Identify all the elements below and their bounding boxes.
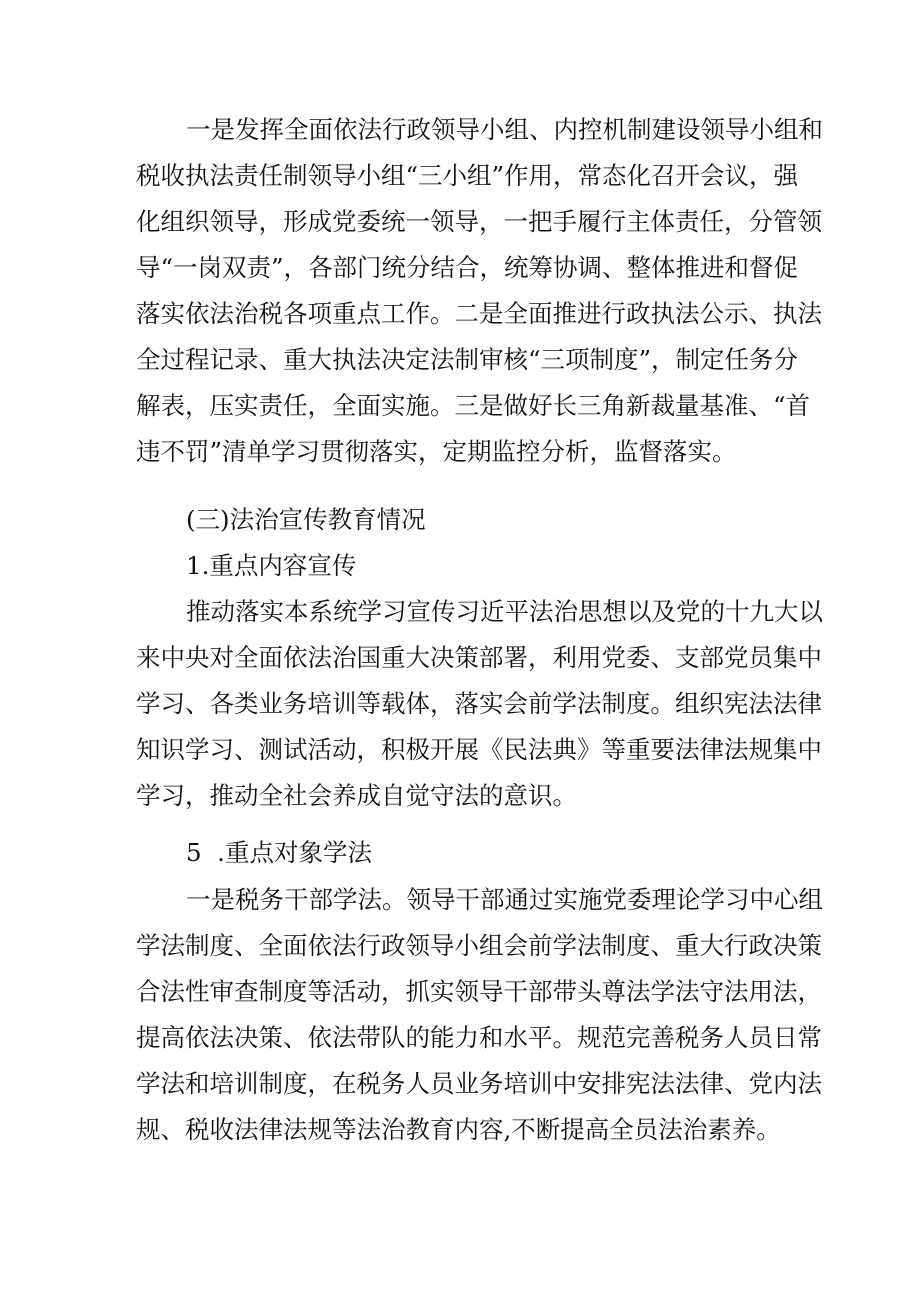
text-line: 知识学习、测试活动，积极开展《民法典》等重要法律法规集中	[136, 735, 822, 764]
subheading-key-audience	[136, 830, 792, 876]
paragraph-leadership-groups	[136, 107, 823, 475]
subheading-key-content	[136, 543, 792, 589]
text-line: 税收执法责任制领导小组“三小组”作用，常态化召开会议，强	[136, 161, 799, 190]
text-line: 一是税务干部学法。领导干部通过实施党委理论学习中心组	[186, 885, 823, 914]
text-line: 学法制度、全面依法行政领导小组会前学法制度、重大行政决策	[136, 931, 822, 960]
subheading-text: 5 .重点对象学法	[186, 838, 372, 867]
paragraph-cadre-law-study	[136, 877, 823, 1153]
text-line: 导“一岗双责”，各部门统分结合，统筹协调、整体推进和督促	[136, 253, 799, 282]
section-heading-text: (三)法治宣传教育情况	[186, 505, 426, 534]
text-line: 学习、各类业务培训等载体，落实会前学法制度。组织宪法法律	[136, 689, 822, 718]
text-line: 一是发挥全面依法行政领导小组、内控机制建设领导小组和	[186, 115, 823, 144]
text-line: 提高依法决策、依法带队的能力和水平。规范完善税务人员日常	[136, 1023, 822, 1052]
text-line: 化组织领导，形成党委统一领导，一把手履行主体责任，分管领	[136, 207, 822, 236]
text-line: 全过程记录、重大执法决定法制审核“三项制度”，制定任务分	[136, 345, 799, 374]
text-line: 规、税收法律法规等法治教育内容,不断提高全员法治素养。	[136, 1115, 781, 1144]
section-heading-legal-education	[136, 497, 792, 543]
text-line: 落实依法治税各项重点工作。二是全面推进行政执法公示、执法	[136, 299, 822, 328]
paragraph-key-content-publicity	[136, 589, 823, 819]
subheading-text: 1.重点内容宣传	[186, 551, 357, 580]
text-line: 推动落实本系统学习宣传习近平法治思想以及党的十九大以	[186, 597, 823, 626]
text-line: 来中央对全面依法治国重大决策部署，利用党委、支部党员集中	[136, 643, 822, 672]
text-line: 学法和培训制度，在税务人员业务培训中安排宪法法律、党内法	[136, 1069, 822, 1098]
text-line: 解表，压实责任，全面实施。三是做好长三角新裁量基准、“首	[136, 391, 811, 420]
text-line: 合法性审查制度等活动，抓实领导干部带头尊法学法守法用法，	[136, 977, 822, 1006]
text-line: 违不罚”清单学习贯彻落实，定期监控分析，监督落实。	[136, 437, 737, 466]
text-line: 学习，推动全社会养成自觉守法的意识。	[136, 781, 577, 810]
